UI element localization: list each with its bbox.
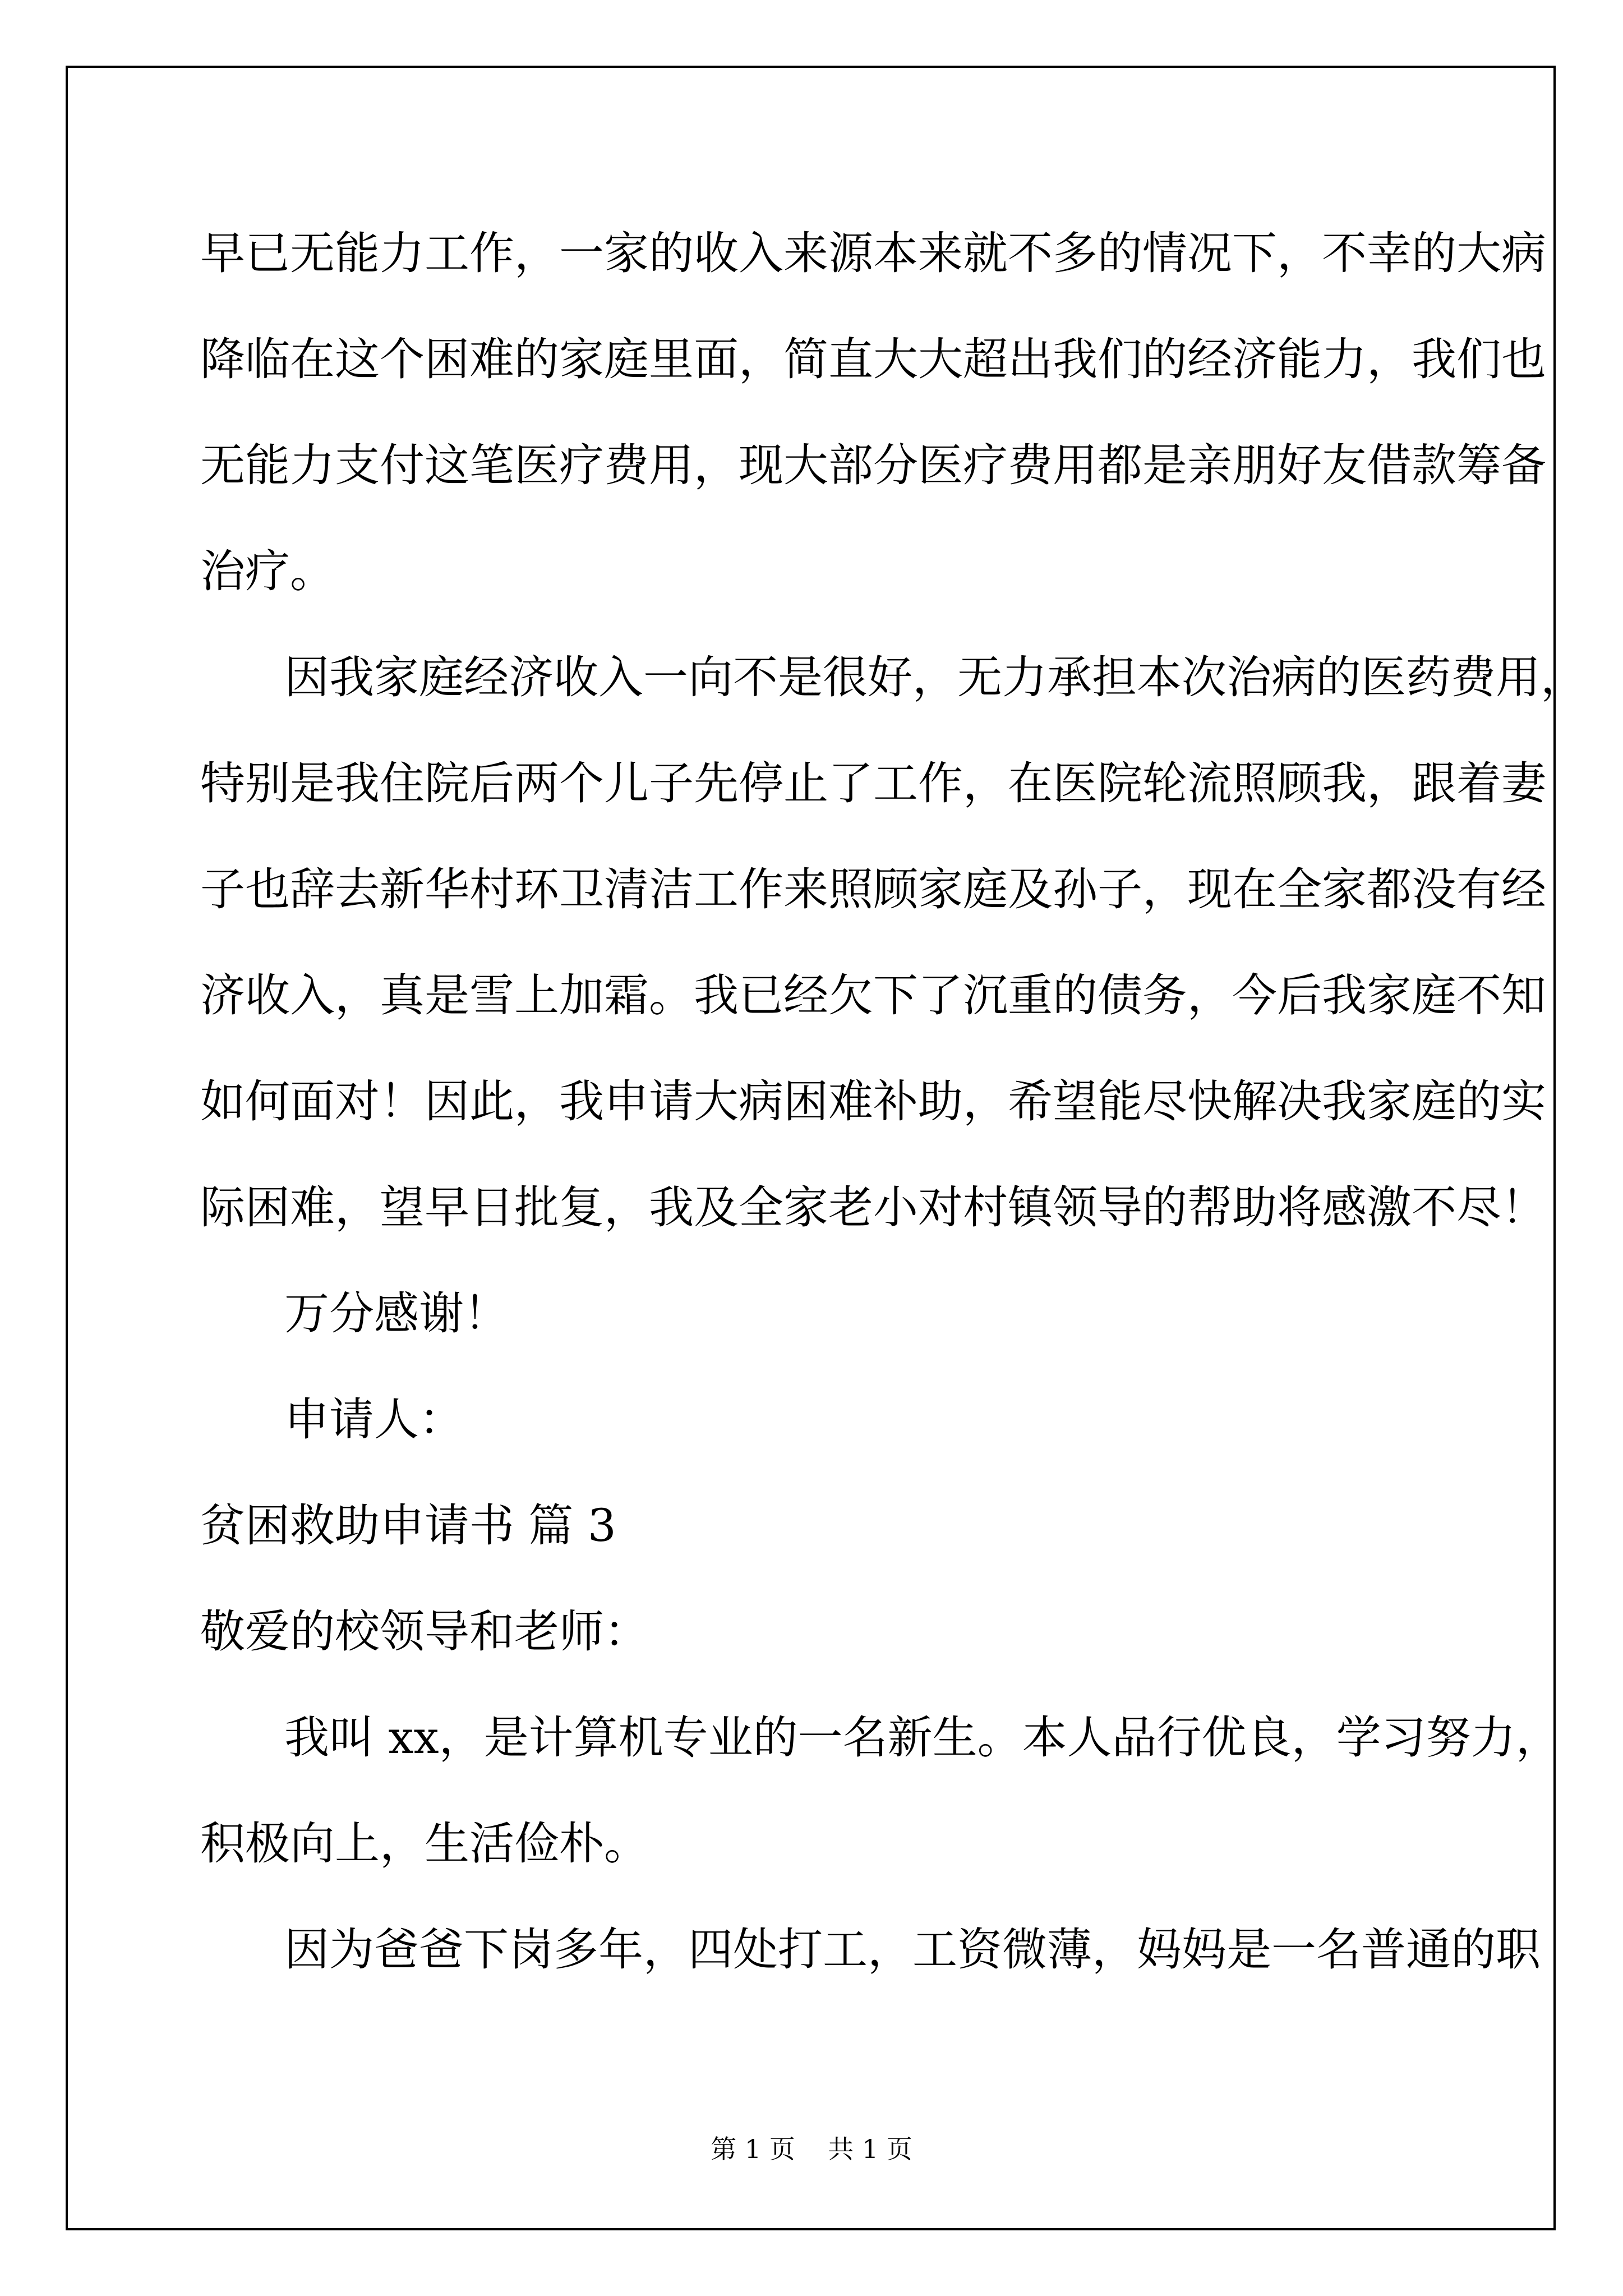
paragraph-line: 如何面对！因此，我申请大病困难补助，希望能尽快解决我家庭的实 bbox=[200, 1075, 1546, 1128]
applicant-label: 申请人： bbox=[284, 1393, 464, 1446]
paragraph-line: 济收入，真是雪上加霜。我已经欠下了沉重的债务，今后我家庭不知 bbox=[200, 969, 1546, 1022]
paragraph-line: 积极向上，生活俭朴。 bbox=[200, 1818, 649, 1870]
paragraph-line: 治疗。 bbox=[200, 545, 335, 597]
paragraph-line: 无能力支付这笔医疗费用，现大部分医疗费用都是亲朋好友借款筹备 bbox=[200, 439, 1546, 491]
paragraph-line: 降临在这个困难的家庭里面，简直大大超出我们的经济能力，我们也 bbox=[200, 333, 1546, 385]
paragraph-line: 子也辞去新华村环卫清洁工作来照顾家庭及孙子，现在全家都没有经 bbox=[200, 863, 1546, 915]
page-footer: 第 1 页 共 1 页 bbox=[711, 2134, 912, 2164]
document-body bbox=[200, 220, 1585, 2022]
paragraph-line: 因为爸爸下岗多年，四处打工，工资微薄，妈妈是一名普通的职 bbox=[284, 1924, 1541, 1976]
paragraph-line: 万分感谢！ bbox=[284, 1287, 509, 1340]
paragraph-line: 际困难，望早日批复，我及全家老小对村镇领导的帮助将感激不尽！ bbox=[200, 1181, 1546, 1234]
section-heading: 贫困救助申请书 篇 3 bbox=[200, 1499, 616, 1552]
paragraph-line: 我叫 xx，是计算机专业的一名新生。本人品行优良，学习努力， bbox=[284, 1711, 1561, 1764]
paragraph-line: 因我家庭经济收入一向不是很好，无力承担本次治病的医药费用， bbox=[284, 651, 1585, 703]
salutation: 敬爱的校领导和老师： bbox=[200, 1605, 649, 1658]
paragraph-line: 早已无能力工作，一家的收入来源本来就不多的情况下，不幸的大病 bbox=[200, 227, 1546, 279]
paragraph-line: 特别是我住院后两个儿子先停止了工作，在医院轮流照顾我，跟着妻 bbox=[200, 757, 1546, 809]
